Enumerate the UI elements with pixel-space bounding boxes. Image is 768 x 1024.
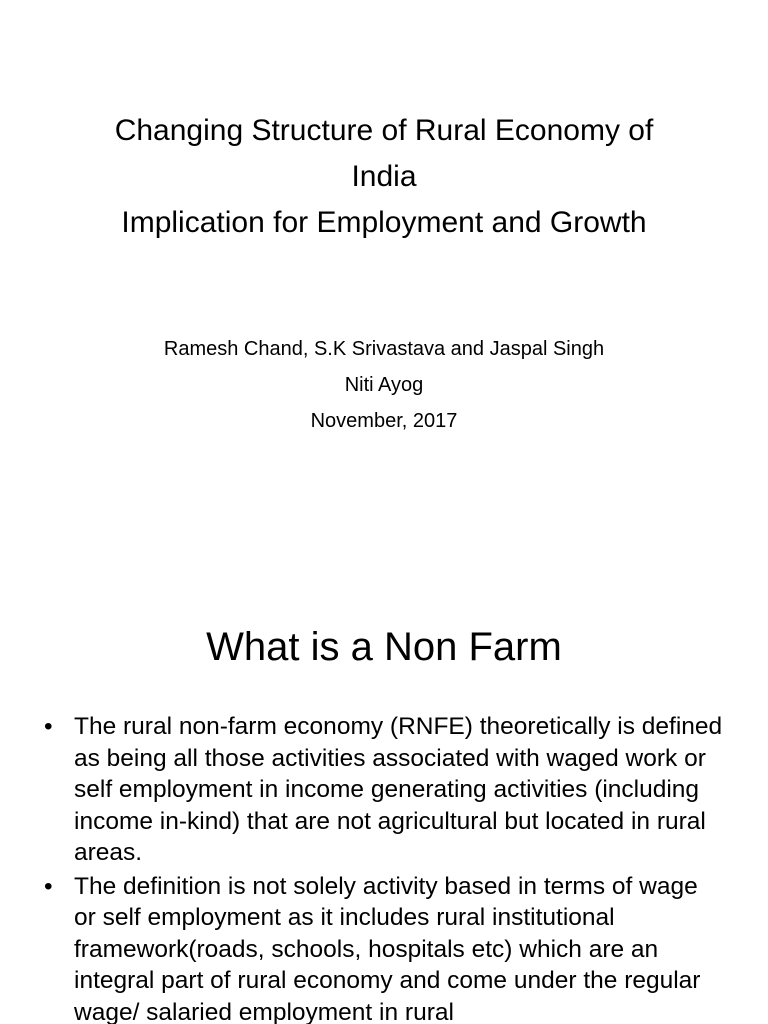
title-line-2: India: [351, 160, 417, 193]
slide-title: What is a Non Farm: [206, 625, 562, 669]
presentation-meta: [0, 331, 768, 439]
date: November, 2017: [310, 410, 458, 432]
bullet-text: The rural non-farm economy (RNFE) theoretically is defined as being all those activities associated with waged work or self employment in income generating activities (including income in-kind) that are not agricultural but located in rural areas.: [74, 713, 723, 866]
bullet-list: [44, 711, 724, 1024]
bullet-icon: •: [44, 872, 53, 900]
bullet-icon: •: [44, 713, 53, 740]
authors: Ramesh Chand, S.K Srivastava and Jaspal Singh: [163, 338, 605, 360]
content-slide: [0, 525, 768, 1024]
presentation-title: [0, 108, 768, 246]
bullet-item-1: [44, 711, 724, 869]
bullet-item-2: [44, 871, 724, 1024]
organization: Niti Ayog: [344, 374, 424, 396]
bullet-text: The definition is not solely activity based in terms of wage or self employment as it includes rural institutional framework(roads, schools, hospitals etc) which are an integral part of rural economy and come under the regular wage/ salaried employment in rural: [74, 872, 701, 1024]
title-line-3: Implication for Employment and Growth: [121, 206, 647, 239]
title-line-1: Changing Structure of Rural Economy of: [114, 114, 654, 147]
